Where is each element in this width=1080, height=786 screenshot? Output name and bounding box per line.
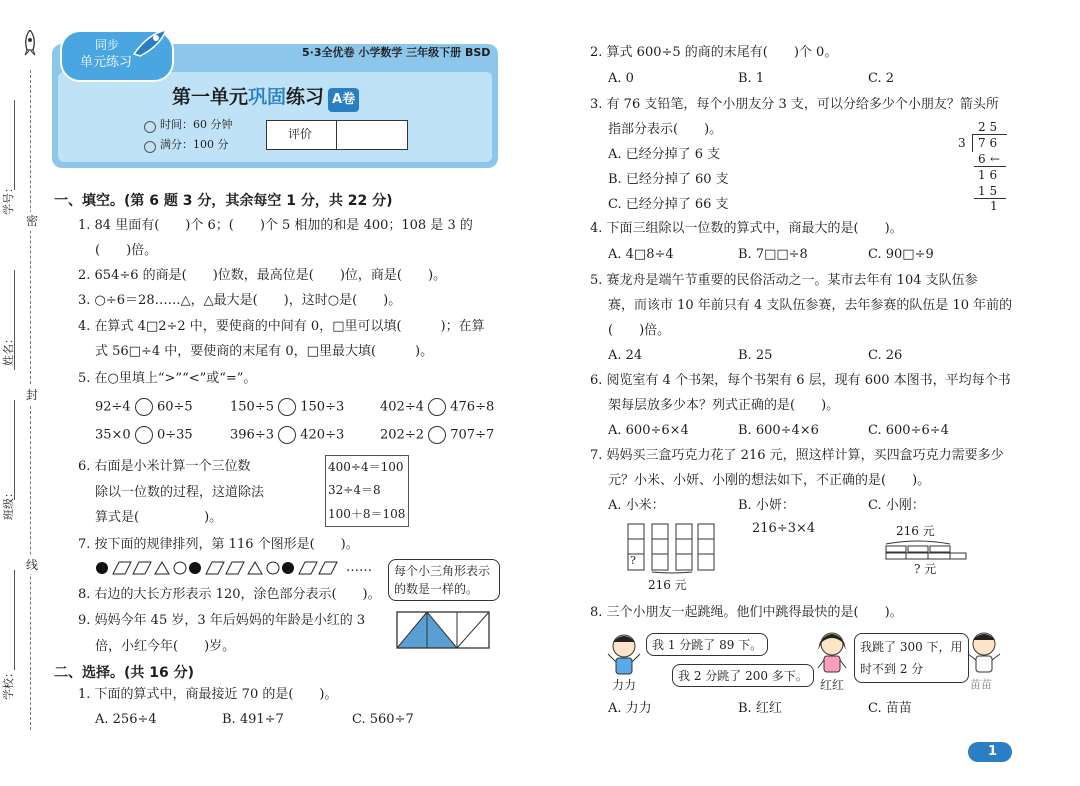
r-q8-opt-c[interactable]: C. 苗苗 — [868, 701, 912, 716]
title-part1: 第一单元 — [172, 86, 249, 108]
kid-name-lili: 力力 — [612, 678, 637, 692]
q5-item-2 — [230, 398, 344, 417]
compare-circle[interactable] — [135, 398, 153, 416]
speech-honghong-text: 我 2 分跳了 200 多下。 — [678, 669, 808, 683]
q7-c-bottom: ? 元 — [914, 562, 937, 576]
r-q4: 4. 下面三组除以一位数的算式中，商最大的是( )。 — [590, 221, 903, 236]
div-quotient: 2 5 — [978, 120, 998, 134]
r-q5-opt-c[interactable]: C. 26 — [868, 348, 903, 363]
seal-mi: 密 — [26, 214, 39, 228]
q4-line1: 4. 在算式 4□2÷2 中，要使商的中间有 0，□里可以填( )；在算 — [78, 319, 485, 334]
r-q5-line3: ( )倍。 — [608, 323, 671, 338]
margin-label-student-id: 学号： — [2, 182, 15, 215]
q8-rectangle — [395, 610, 491, 654]
q6-calc-1: 400÷4＝100 — [328, 460, 404, 474]
seal-xian: 线 — [26, 558, 39, 572]
q7: 7. 按下面的规律排列，第 116 个图形是( )。 — [78, 537, 359, 552]
r-q7-line2: 元？小米、小妍、小刚的想法如下，不正确的是( )。 — [608, 473, 931, 488]
q1-line1: 1. 84 里面有( )个 6；( )个 5 相加的和是 400；108 是 3 的 — [78, 218, 473, 233]
page-title — [172, 85, 359, 112]
arrow-left-icon: ← — [990, 152, 1001, 166]
r-q3-line1: 3. 有 76 支铅笔，每个小朋友分 3 支，可以分给多少个小朋友？箭头所 — [590, 97, 999, 112]
r-q8-opt-b[interactable]: B. 红红 — [738, 701, 782, 716]
q5-1-right: 60÷5 — [157, 399, 193, 415]
r-q3-opt-a[interactable]: A. 已经分掉了 6 支 — [608, 147, 721, 162]
eval-divider — [336, 120, 337, 150]
kid-honghong-icon — [812, 630, 852, 680]
q6-line2: 除以一位数的过程，这道除法 — [95, 485, 265, 500]
r-q7-opt-a[interactable]: A. 小米： — [608, 498, 665, 513]
title-part2: 巩固 — [248, 86, 287, 108]
rocket-tag-icon — [130, 28, 170, 62]
kid-name-miaomiao: 苗苗 — [970, 678, 992, 691]
clock-icon — [144, 121, 156, 133]
r-q3-line2: 指部分表示( )。 — [608, 122, 723, 137]
q7-c-top: 216 元 — [896, 524, 935, 538]
q5-item-5 — [230, 426, 344, 445]
r-q2-opt-c[interactable]: C. 2 — [868, 71, 895, 86]
r-q8: 8. 三个小朋友一起跳绳。他们中跳得最快的是( )。 — [590, 605, 903, 620]
r-q5-line1: 5. 赛龙舟是端午节重要的民俗活动之一。某市去年有 104 支队伍参 — [590, 273, 978, 288]
section-choice: 二、选择。(共 16 分) — [54, 665, 195, 681]
eval-label: 评价 — [288, 127, 313, 141]
rocket-icon — [22, 30, 38, 60]
q5-5-left: 396÷3 — [230, 427, 274, 443]
div-step2: 1 6 — [978, 168, 998, 182]
s1-opt-c[interactable]: C. 560÷7 — [352, 712, 414, 727]
q6-calc-3: 100＋8＝108 — [328, 507, 406, 521]
q5-4-left: 35×0 — [95, 427, 131, 443]
s1-opt-a[interactable]: A. 256÷4 — [95, 712, 157, 727]
q5-6-right: 707÷7 — [450, 427, 495, 443]
div-step3: 1 5 — [978, 184, 998, 198]
r-q7-opt-c[interactable]: C. 小刚： — [868, 498, 925, 513]
section-fill-in: 一、填空。(第 6 题 3 分，其余每空 1 分，共 22 分) — [54, 193, 393, 209]
margin-label-class: 班级： — [2, 487, 15, 520]
q4-line2: 式 56□÷4 中，要使商的末尾有 0，□里最大填( )。 — [95, 344, 434, 359]
margin-label-name: 姓名： — [2, 333, 15, 366]
compare-circle[interactable] — [135, 426, 153, 444]
margin-label-school: 学校： — [2, 667, 15, 700]
q7-ellipsis: …… — [346, 560, 372, 575]
page-number: 1 — [988, 744, 998, 759]
time-label: 时间：60 分钟 — [160, 118, 233, 131]
q5-4-right: 0÷35 — [157, 427, 193, 443]
div-rem: 1 — [990, 199, 998, 213]
q5-3-left: 402÷4 — [380, 399, 424, 415]
kid-miaomiao-icon — [964, 630, 1004, 680]
r-q6-opt-c[interactable]: C. 600÷6÷4 — [868, 423, 949, 438]
q5-5-right: 420÷3 — [300, 427, 345, 443]
r-q5-opt-b[interactable]: B. 25 — [738, 348, 773, 363]
r-q4-opt-c[interactable]: C. 90□÷9 — [868, 247, 934, 262]
compare-circle[interactable] — [278, 398, 296, 416]
r-q6-opt-a[interactable]: A. 600÷6×4 — [608, 423, 689, 438]
r-q2: 2. 算式 600÷5 的商的末尾有( )个 0。 — [590, 45, 838, 60]
unit-tag-line2: 单元练习 — [80, 55, 133, 70]
r-q6-line1: 6. 阅览室有 4 个书架，每个书架有 6 层，现有 600 本图书，平均每个书 — [590, 373, 1011, 388]
score-label: 满分：100 分 — [160, 138, 229, 151]
q5: 5. 在○里填上“>”“<”或“=”。 — [78, 371, 257, 386]
compare-circle[interactable] — [428, 398, 446, 416]
unit-tag-line1: 同步 — [95, 38, 120, 52]
r-q2-opt-a[interactable]: A. 0 — [608, 71, 634, 86]
title-part3: 练习 — [286, 86, 325, 108]
q6-line3: 算式是( )。 — [95, 510, 223, 525]
q5-6-left: 202÷2 — [380, 427, 424, 443]
r-q8-opt-a[interactable]: A. 力力 — [608, 701, 652, 716]
q1-line2: ( )倍。 — [95, 243, 158, 258]
q5-3-right: 476÷8 — [450, 399, 495, 415]
q5-item-1 — [95, 398, 193, 417]
compare-circle[interactable] — [428, 426, 446, 444]
q3: 3. ○÷6＝28……△，△最大是( )，这时○是( )。 — [78, 293, 402, 308]
r-q2-opt-b[interactable]: B. 1 — [738, 71, 765, 86]
r-q6-line2: 架每层放多少本？列式正确的是( )。 — [608, 398, 840, 413]
q7-pattern — [95, 559, 345, 581]
check-icon — [144, 141, 156, 153]
q8: 8. 右边的大长方形表示 120，涂色部分表示( )。 — [78, 587, 381, 602]
q7-money-label: 216 元 — [648, 578, 687, 592]
badge-a: A卷 — [328, 88, 359, 112]
q7-question-mark: ? — [630, 554, 636, 567]
q5-1-left: 92÷4 — [95, 399, 131, 415]
speech-miaomiao — [854, 633, 969, 683]
r-q3-opt-b[interactable]: B. 已经分掉了 60 支 — [608, 172, 729, 187]
speech-lili-text: 我 1 分跳了 89 下。 — [652, 638, 763, 652]
kid-name-honghong: 红红 — [820, 678, 845, 692]
q6-line1: 6. 右面是小米计算一个三位数 — [78, 459, 251, 474]
q7-boxes-figure — [626, 522, 716, 578]
speech-miaomiao-text2: 时不到 2 分 — [860, 662, 924, 676]
div-divisor: 3 — [958, 136, 966, 150]
q5-2-right: 150÷3 — [300, 399, 345, 415]
q7-bubble-text: 每个小三角形表示的数是一样的。 — [394, 564, 491, 596]
kid-lili-icon — [604, 632, 644, 682]
speech-honghong — [672, 664, 814, 687]
div-dividend: 7 6 — [978, 136, 998, 150]
q2: 2. 654÷6 的商是( )位数，最高位是( )位，商是( )。 — [78, 268, 447, 283]
speech-lili — [646, 633, 768, 656]
s1: 1. 下面的算式中，商最接近 70 的是( )。 — [78, 687, 338, 702]
r-q5-opt-a[interactable]: A. 24 — [608, 348, 643, 363]
r-q6-opt-b[interactable]: B. 600÷4×6 — [738, 423, 819, 438]
speech-miaomiao-text1: 我跳了 300 下，用 — [860, 640, 963, 654]
q6-calc-2: 32÷4＝8 — [328, 483, 381, 497]
q5-2-left: 150÷5 — [230, 399, 274, 415]
q5-item-3 — [380, 398, 494, 417]
r-q4-opt-a[interactable]: A. 4□8÷4 — [608, 247, 674, 262]
div-step1: 6 — [978, 152, 986, 166]
q5-item-4 — [95, 426, 193, 445]
r-q7-opt-b[interactable]: B. 小妍： — [738, 498, 795, 513]
q9-line2: 倍，小红今年( )岁。 — [95, 639, 236, 654]
r-q7-line1: 7. 妈妈买三盒巧克力花了 216 元，照这样计算，买四盒巧克力需要多少 — [590, 448, 1004, 463]
r-q3-opt-c[interactable]: C. 已经分掉了 66 支 — [608, 197, 729, 212]
q9-line1: 9. 妈妈今年 45 岁，3 年后妈妈的年龄是小红的 3 — [78, 613, 366, 628]
q7-speech-bubble — [388, 559, 500, 601]
s1-opt-b[interactable]: B. 491÷7 — [222, 712, 284, 727]
r-q4-opt-b[interactable]: B. 7□□÷8 — [738, 247, 808, 262]
q5-item-6 — [380, 426, 494, 445]
compare-circle[interactable] — [278, 426, 296, 444]
series-label: 5·3全优卷 小学数学 三年级下册 BSD — [302, 46, 491, 59]
r-q5-line2: 赛，而该市 10 年前只有 4 支队伍参赛，去年参赛的队伍是 10 年前的 — [608, 298, 1013, 313]
q7-b-expression: 216÷3×4 — [752, 521, 816, 536]
seal-feng: 封 — [26, 388, 39, 402]
